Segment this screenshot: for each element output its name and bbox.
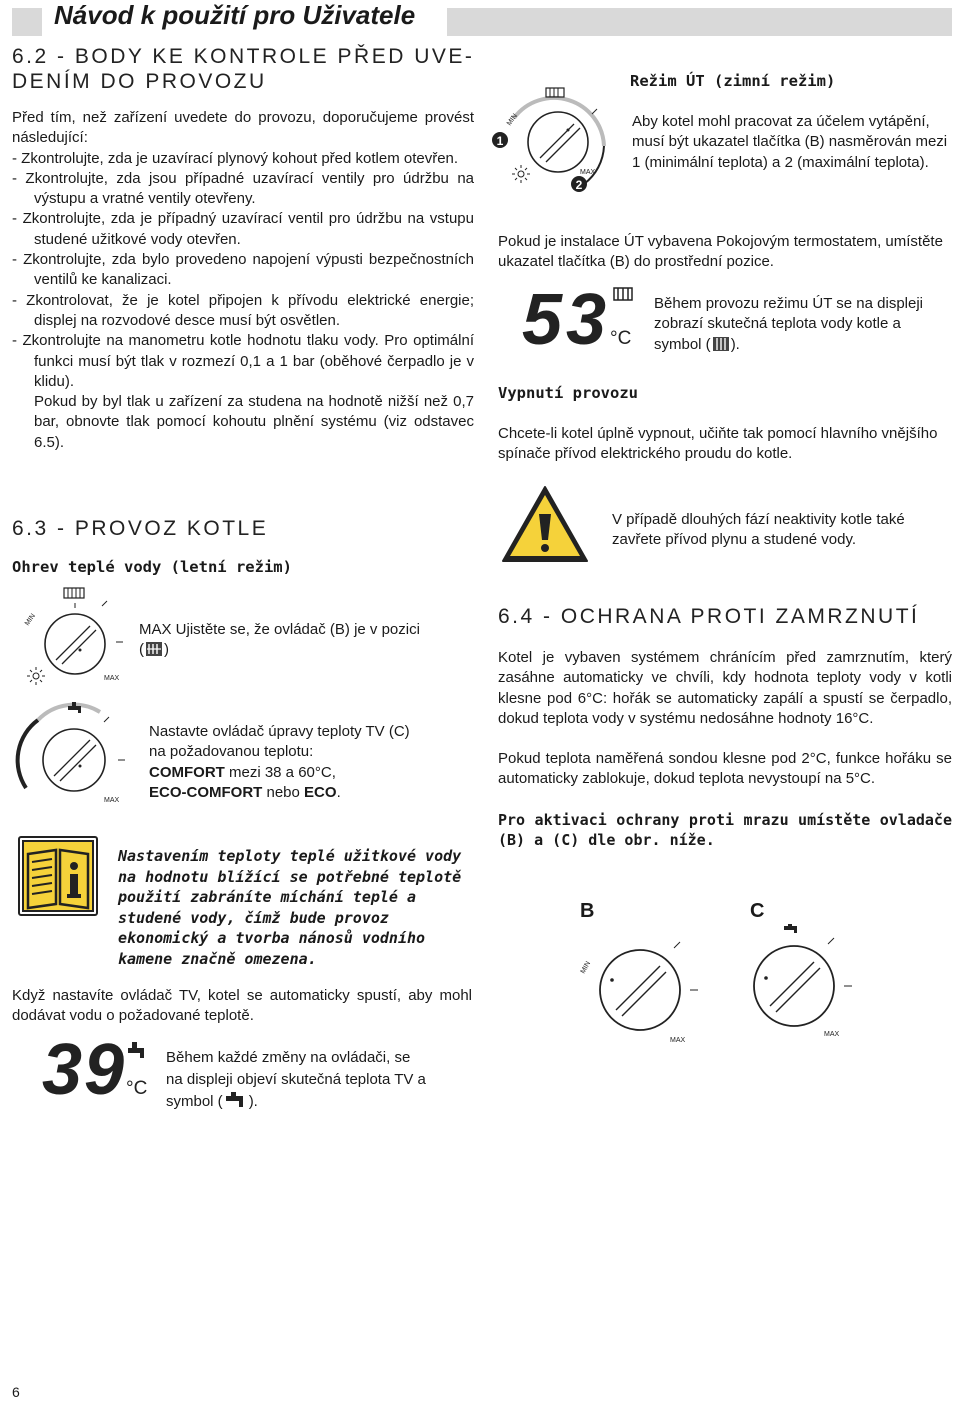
antifreeze-dial-b[interactable] <box>570 924 710 1049</box>
dial-max-label: MAX <box>580 169 596 176</box>
radiator-icon <box>614 288 632 300</box>
dial-max-label: MAX <box>104 797 120 804</box>
step1-text: MAX Ujistěte se, že ovládač (B) je v pozici ( ) <box>139 621 420 659</box>
shutdown-heading: Vypnutí provozu <box>498 384 638 402</box>
tap-icon <box>784 924 797 933</box>
section-6-4-title: 6.4 - OCHRANA PROTI ZAMRZNUTÍ <box>498 605 920 628</box>
winter-dial-b[interactable] <box>488 84 618 199</box>
antifreeze-dial-c[interactable] <box>738 924 878 1049</box>
intro-text: Před tím, než zařízení uvedete do provozu, doporučujeme provést následující: <box>12 109 474 147</box>
heating-temperature-display <box>520 282 640 352</box>
info-book-icon <box>18 836 98 916</box>
winter-mode-text: Aby kotel mohl pracovat za účelem vytápění, musí být ukazatel tlačítka (B) nasměrován mezi 1 (minimální teplota) a 2 (maximální teplota). <box>632 113 948 171</box>
inactivity-warning-text: V případě dlouhých fází neaktivity kotle také zavřete přívod plynu a studené vody. <box>612 511 905 549</box>
selector-dial-b[interactable] <box>8 584 138 694</box>
radiator-icon <box>546 88 564 97</box>
section-6-3-title: 6.3 - PROVOZ KOTLE <box>12 517 269 540</box>
check-item: - Zkontrolovat, že je kotel připojen k přívodu elektrické energie; displej na rozvodové desce musí být osvětlen. <box>12 291 474 329</box>
antifreeze-p3: Pro aktivaci ochrany proti mrazu umístěte ovladače (B) a (C) dle obr. níže. <box>498 810 952 849</box>
section-6-2-title: 6.2 - BODY KE KONTROLE PŘED UVE- DENÍM DO PROVOZU <box>12 45 475 93</box>
dial-min-label: MIN <box>579 960 593 975</box>
display-unit: °C <box>126 1078 148 1099</box>
sun-icon <box>512 165 530 183</box>
dhw-temperature-display <box>40 1032 160 1102</box>
section-6-4-body <box>498 648 952 865</box>
room-thermostat-text: Pokud je instalace ÚT vybavena Pokojovým termostatem, umístěte ukazatel tlačítka (B) do prostřední pozice. <box>498 233 943 271</box>
shutdown-text: Chcete-li kotel úplně vypnout, učiňte tak pomocí hlavního vnějšího spínače přívod elektrického proudu do kotle. <box>498 425 938 463</box>
dial-b-label: B <box>580 900 595 922</box>
check-item: - Zkontrolujte na manometru kotle hodnotu tlaku vody. Pro optimální funkci musí být tlak v rozmezí 0,1 a 1 bar (oběhové čerpadlo je v klidu). <box>12 332 474 390</box>
summer-mode-heading: Ohrev teplé vody (letní režim) <box>12 558 292 576</box>
header-bar-right <box>447 8 952 36</box>
display-unit: °C <box>610 328 632 349</box>
sun-icon <box>27 667 45 685</box>
display-value: 39 <box>42 1032 124 1102</box>
check-item: - Zkontrolujte, zda jsou případné uzavírací ventily pro údržbu na výstupu a vratné ventily otevřeny. <box>12 169 474 208</box>
radiator-icon <box>64 588 84 598</box>
tap-icon <box>223 1091 249 1107</box>
pressure-note: Pokud by byl tlak u zařízení za studena na hodnotě nižší než 0,7 bar, obnovte tlak pomocí kohoutu plnění systému (viz odstavec 6.5). <box>34 393 474 451</box>
auto-start-text: Když nastavíte ovládač TV, kotel se automaticky spustí, aby mohl dodávat vodu o požadované teplotě. <box>12 987 472 1025</box>
check-item: - Zkontrolujte, zda je uzavírací plynový kohout před kotlem otevřen. <box>12 149 459 167</box>
dial-min-label: MIN <box>505 112 520 128</box>
page-title: Návod k použití pro Uživatele <box>54 0 416 30</box>
step2-text: Nastavte ovládač úpravy teploty TV (C) na požadovanou teplotu: COMFORT mezi 38 a 60°C, ECO-COMFORT nebo ECO. <box>149 723 410 801</box>
dial-min-label: MIN <box>23 612 38 628</box>
dial-max-label: MAX <box>670 1037 686 1044</box>
display-value: 53 <box>522 282 606 352</box>
dhw-temperature-dial-c[interactable] <box>8 696 138 811</box>
antifreeze-p2: Pokud teplota naměřená sondou klesne pod 2°C, funkce hořáku se automaticky zablokuje, dokud teplota nevystoupí na 5°C. <box>498 750 952 788</box>
winter-display-text: Během provozu režimu ÚT se na displeji zobrazí skutečná teplota vody kotle a symbol ( ). <box>654 295 924 353</box>
page-number: 6 <box>12 1384 20 1400</box>
tap-icon <box>128 1042 144 1058</box>
warning-icon <box>500 484 590 564</box>
info-note: Nastavením teploty teplé užitkové vody na hodnotu blížící se potřebné teplotě použití zabráníte míchání teplé a studené vody, čímž bude provoz ekonomický a tvorba nánosů vodního kamene značně omezena. <box>118 847 462 968</box>
radiator-icon <box>711 336 731 352</box>
dial-c-label: C <box>750 900 765 922</box>
dial-max-label: MAX <box>824 1031 840 1038</box>
antifreeze-p1: Kotel je vybaven systémem chránícím před zamrznutím, který zasáhne automaticky ve chvíli, kdy hodnota teploty vody v kotli klesne pod 6°C: hořák se automaticky zapálí a spustí se čerpadlo, dokud teplota vody v systému nedosáhne hodnoty 16°C. <box>498 649 952 727</box>
winter-mode-heading: Režim ÚT (zimní režim) <box>630 72 836 90</box>
badge-2-label: 2 <box>575 178 583 192</box>
check-item: - Zkontrolujte, zda je případný uzavírací ventil pro údržbu na vstupu studené užitkové vody otevřen. <box>12 210 474 248</box>
dhw-display-text: Během každé změny na ovládači, se na displeji objeví skutečná teplota TV a symbol ( ). <box>166 1049 426 1110</box>
section-6-2-body <box>12 108 474 453</box>
check-item: - Zkontrolujte, zda bylo provedeno napojení výpusti bezpečnostních ventilů ke kanalizaci. <box>12 251 474 289</box>
dial-max-label: MAX <box>104 675 120 682</box>
header-bar-left <box>12 8 42 36</box>
summer-mode-icon <box>144 641 164 657</box>
badge-1-label: 1 <box>496 134 504 148</box>
